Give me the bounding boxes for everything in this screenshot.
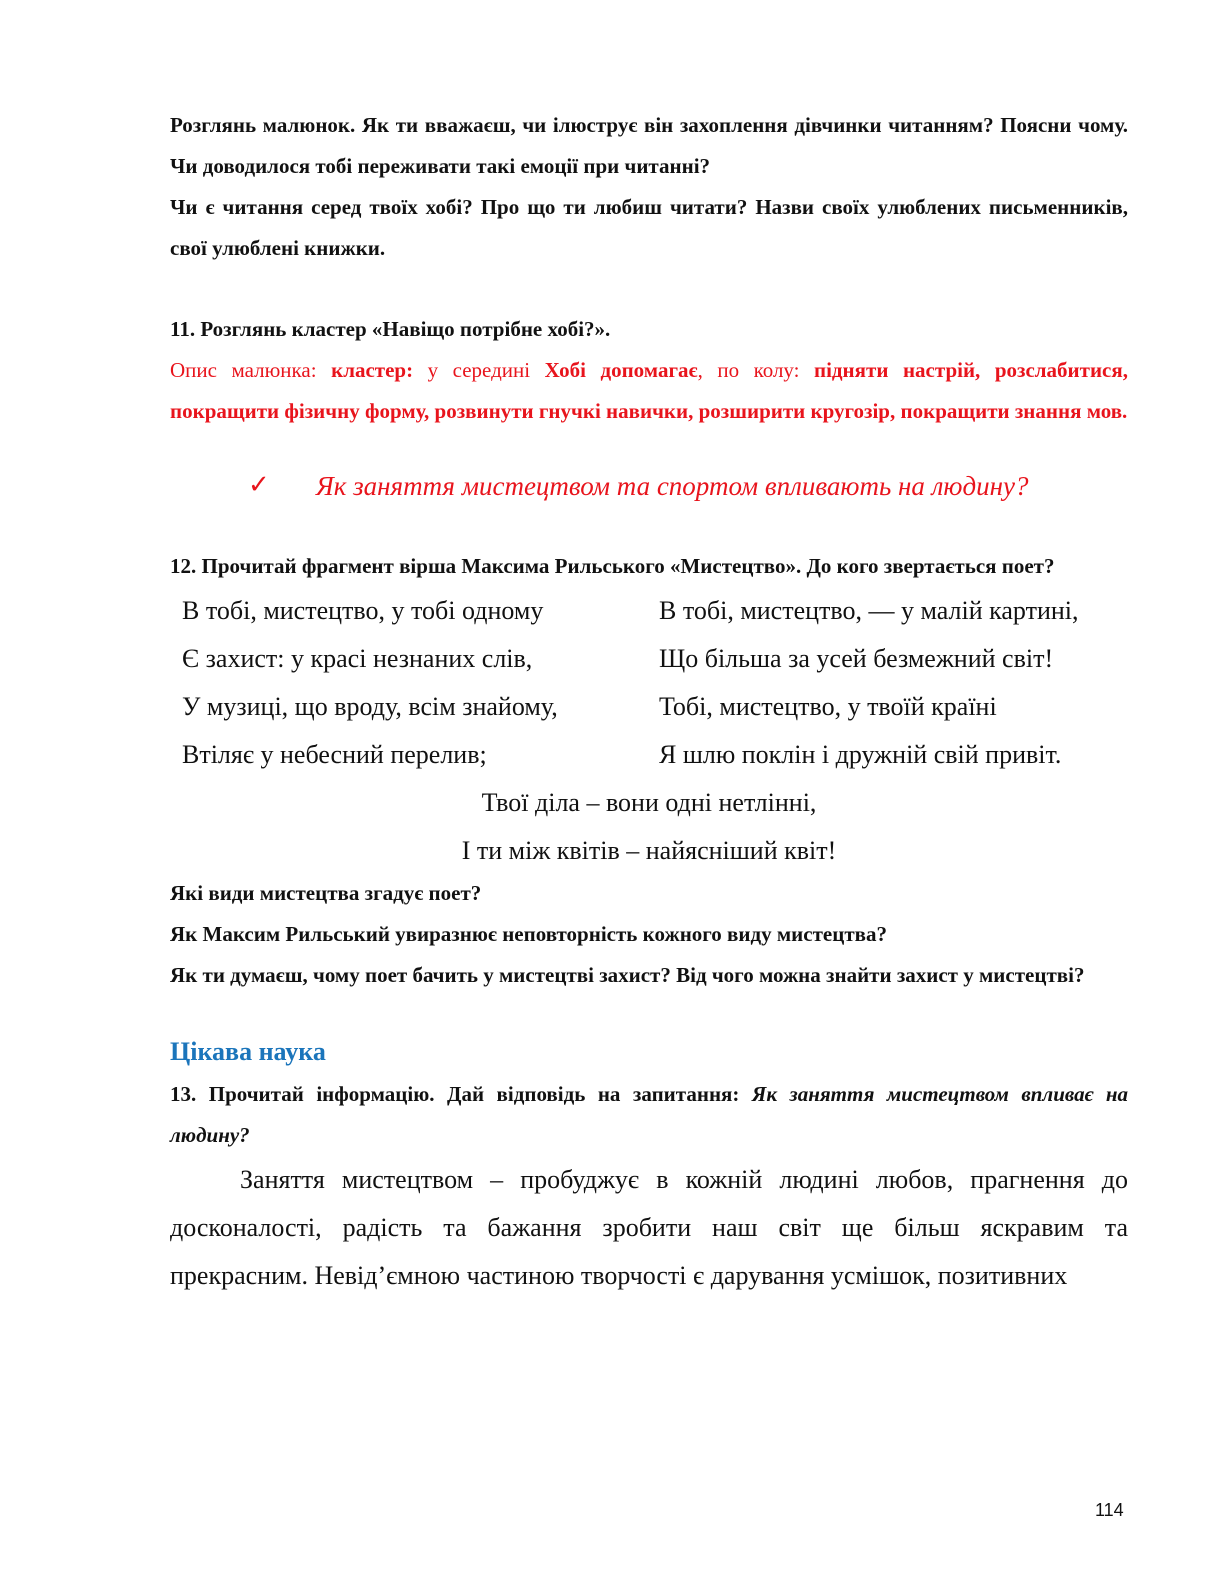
picture-description: [170, 350, 1128, 432]
question-1: Які види мистецтва згадує поет?: [170, 881, 482, 905]
poem-left-column: [182, 587, 558, 779]
page-number: 114: [1095, 1500, 1124, 1520]
poem-line: В тобі, мистецтво, у тобі одному: [182, 596, 544, 625]
poem-line: У музиці, що вроду, всім знайому,: [182, 692, 558, 721]
page-content: [170, 105, 1128, 1300]
description-label: Опис малюнка:: [170, 358, 332, 382]
poem-line: В тобі, мистецтво, — у малій картині,: [659, 596, 1079, 625]
poem-line: Я шлю поклін і дружній свій привіт.: [659, 740, 1062, 769]
poem-ending-line: І ти між квітів – найясніший квіт!: [461, 836, 837, 865]
checkpoint-text: Як заняття мистецтвом та спортом впливають на людину?: [316, 471, 1029, 501]
poem: [170, 587, 1128, 873]
intro-paragraph-1: Розглянь малюнок. Як ти вважаєш, чи ілюструє він захоплення дівчинки читанням? Поясни чому. Чи доводилося тобі переживати такі емоції при читанні?: [170, 113, 1128, 178]
poem-line: Є захист: у красі незнаних слів,: [182, 644, 533, 673]
poem-line: Втіляє у небесний перелив;: [182, 740, 487, 769]
description-middle: у середині: [413, 358, 545, 382]
description-cluster: кластер:: [331, 358, 414, 382]
poem-line: Що більша за усей безмежний світ!: [659, 644, 1054, 673]
poem-line: Тобі, мистецтво, у твоїй країні: [659, 692, 997, 721]
description-items: підняти настрій, розслабитися, покращити фізичну форму, розвинути гнучкі навички, розширити кругозір, покращити знання мов.: [170, 358, 1128, 423]
checkpoint-question: [170, 466, 1128, 514]
section-heading: Цікава наука: [170, 1037, 326, 1066]
poem-ending-line: Твої діла – вони одні нетлінні,: [481, 788, 817, 817]
question-3: Як ти думаєш, чому поет бачить у мистецтві захист? Від чого можна знайти захист у мистецтві?: [170, 963, 1085, 987]
task-13-title: [170, 1074, 1128, 1156]
intro-paragraph-2: Чи є читання серед твоїх хобі? Про що ти любиш читати? Назви своїх улюблених письменників, свої улюблені книжки.: [170, 195, 1128, 260]
task-12-title: 12. Прочитай фрагмент вірша Максима Рильського «Мистецтво». До кого звертається поет?: [170, 554, 1055, 578]
description-around: , по колу:: [697, 358, 814, 382]
description-center-text: Хобі допомагає: [544, 358, 698, 382]
task-13-prefix: 13. Прочитай інформацію. Дай відповідь на запитання:: [170, 1082, 752, 1106]
task-11-title: 11. Розглянь кластер «Навіщо потрібне хобі?».: [170, 317, 611, 341]
task-13-question: Як заняття мистецтвом впливає на людину?: [170, 1082, 1128, 1147]
poem-right-column: [659, 587, 1079, 779]
question-2: Як Максим Рильський увиразнює неповторність кожного виду мистецтва?: [170, 922, 887, 946]
body-text: Заняття мистецтвом – пробуджує в кожній людині любов, прагнення до досконалості, радість та бажання зробити наш світ ще більш яскравим та прекрасним. Невід’ємною частиною творчості є дарування усмішок, позитивних: [170, 1165, 1128, 1290]
checkmark-icon: ✓: [248, 470, 270, 500]
